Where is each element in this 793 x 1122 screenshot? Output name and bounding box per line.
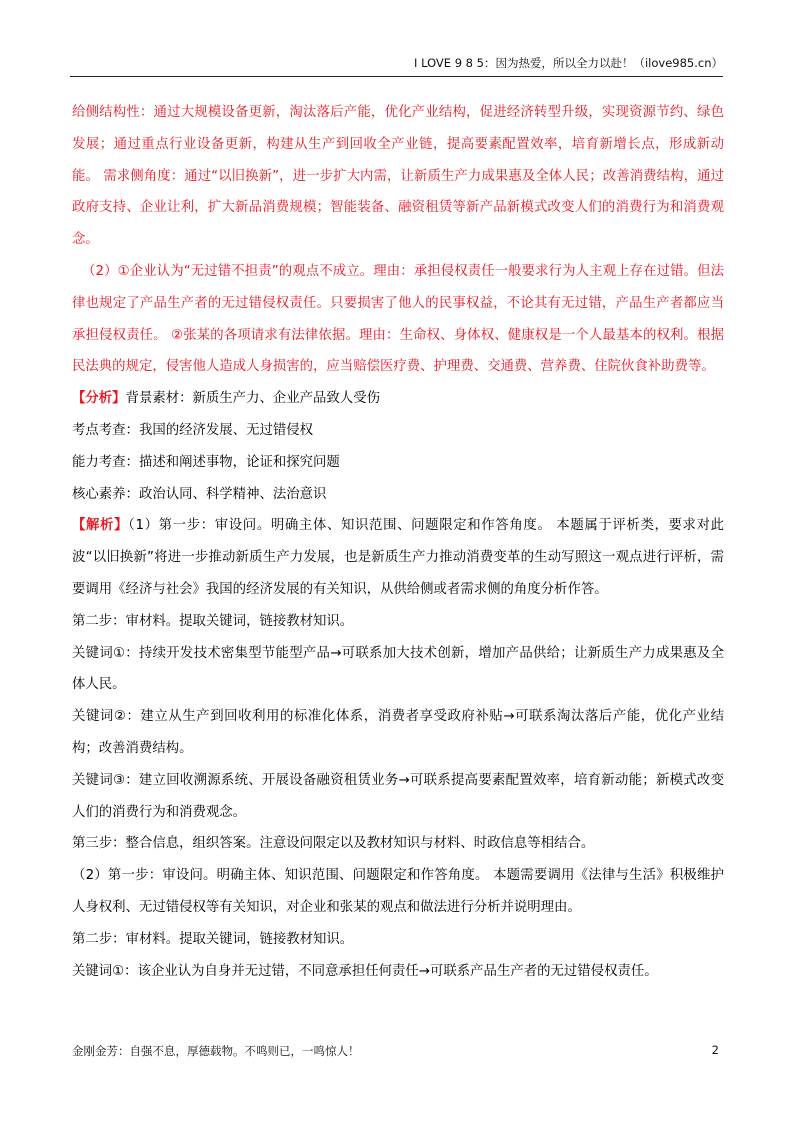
- keyword-2: 关键词②：建立从生产到回收利用的标准化体系，消费者享受政府补贴→可联系淘汰落后产能，优化产业结构；改善消费结构。: [72, 709, 724, 756]
- analysis-background-text: 背景素材：新质生产力、企业产品致人受伤: [125, 391, 380, 407]
- page-number: 2: [711, 1043, 719, 1057]
- explanation-label: 【解析】: [72, 518, 129, 534]
- answer-paragraph-1: 给侧结构性：通过大规模设备更新，淘汰落后产能，优化产业结构，促进经济转型升级，实现资源节约、绿色发展；通过重点行业设备更新，构建从生产到回收全产业链，提高要素配置效率，培育新增长点，形成新动能。 需求侧角度：通过“以旧换新”，进一步扩大内需，让新质生产力成果惠及全体人民；改善消费结构，通过政府支持、企业让利，扩大新品消费规模；智能装备、融资租赁等新产品新模式改变人们的消费行为和消费观念。: [72, 105, 724, 248]
- footer-motto: 金刚金芳：自强不息，厚德载物。不鸣则已，一鸣惊人！: [72, 1044, 360, 1058]
- page-content: [72, 97, 724, 987]
- explanation-step-4: （2）第一步：审设问。明确主体、知识范围、问题限定和作答角度。 本题需要调用《法律与生活》积极维护人身权利、无过错侵权等有关知识，对企业和张某的观点和做法进行分析并说明理由。: [72, 868, 724, 915]
- keyword-1: 关键词①：持续开发技术密集型节能型产品→可联系加大技术创新，增加产品供给；让新质生产力成果惠及全体人民。: [72, 645, 724, 693]
- keyword-3: 关键词③：建立回收溯源系统、开展设备融资租赁业务→可联系提高要素配置效率，培育新动能；新模式改变人们的消费行为和消费观念。: [72, 772, 724, 820]
- explanation-step-2: 第二步：审材料。提取关键词，链接教材知识。: [72, 613, 354, 629]
- header-text: I LOVE 9 8 5：因为热爱，所以全力以赴！（ilove985.cn）: [414, 56, 723, 70]
- analysis-nengli: 能力考查：描述和阐述事物，论证和探究问题: [72, 454, 340, 470]
- page-header: [70, 54, 723, 77]
- analysis-kaodian: 考点考查：我国的经济发展、无过错侵权: [72, 422, 314, 438]
- analysis-hexin: 核心素养：政治认同、科学精神、法治意识: [72, 486, 327, 502]
- analysis-background: [72, 383, 724, 415]
- explanation-step-1-text: （1）第一步：审设问。明确主体、知识范围、问题限定和作答角度。 本题属于评析类，要求对此波“以旧换新”将进一步推动新质生产力发展，也是新质生产力推动消费变革的生动写照这一观点进行评析，需要调用《经济与社会》我国的经济发展的有关知识，从供给侧或者需求侧的角度分析作答。: [72, 518, 725, 597]
- keyword-4: 关键词①：该企业认为自身并无过错，不同意承担任何责任→可联系产品生产者的无过错侵权责任。: [72, 963, 658, 979]
- analysis-label: 【分析】: [72, 391, 126, 407]
- explanation-step-5: 第二步：审材料。提取关键词，链接教材知识。: [72, 931, 354, 947]
- answer-paragraph-2: （2）①企业认为“无过错不担责”的观点不成立。理由：承担侵权责任一般要求行为人主观上存在过错。但法律也规定了产品生产者的无过错侵权责任。只要损害了他人的民事权益，不论其有无过错，产品生产者都应当承担侵权责任。 ②张某的各项请求有法律依据。理由：生命权、身体权、健康权是一个人最基本的权利。根据民法典的规定，侵害他人造成人身损害的，应当赔偿医疗费、护理费、交通费、营养费、住院伙食补助费等。: [72, 263, 724, 375]
- explanation-step-3: 第三步：整合信息，组织答案。注意设问限定以及教材知识与材料、时政信息等相结合。: [72, 836, 595, 852]
- explanation-step-1: [72, 510, 724, 605]
